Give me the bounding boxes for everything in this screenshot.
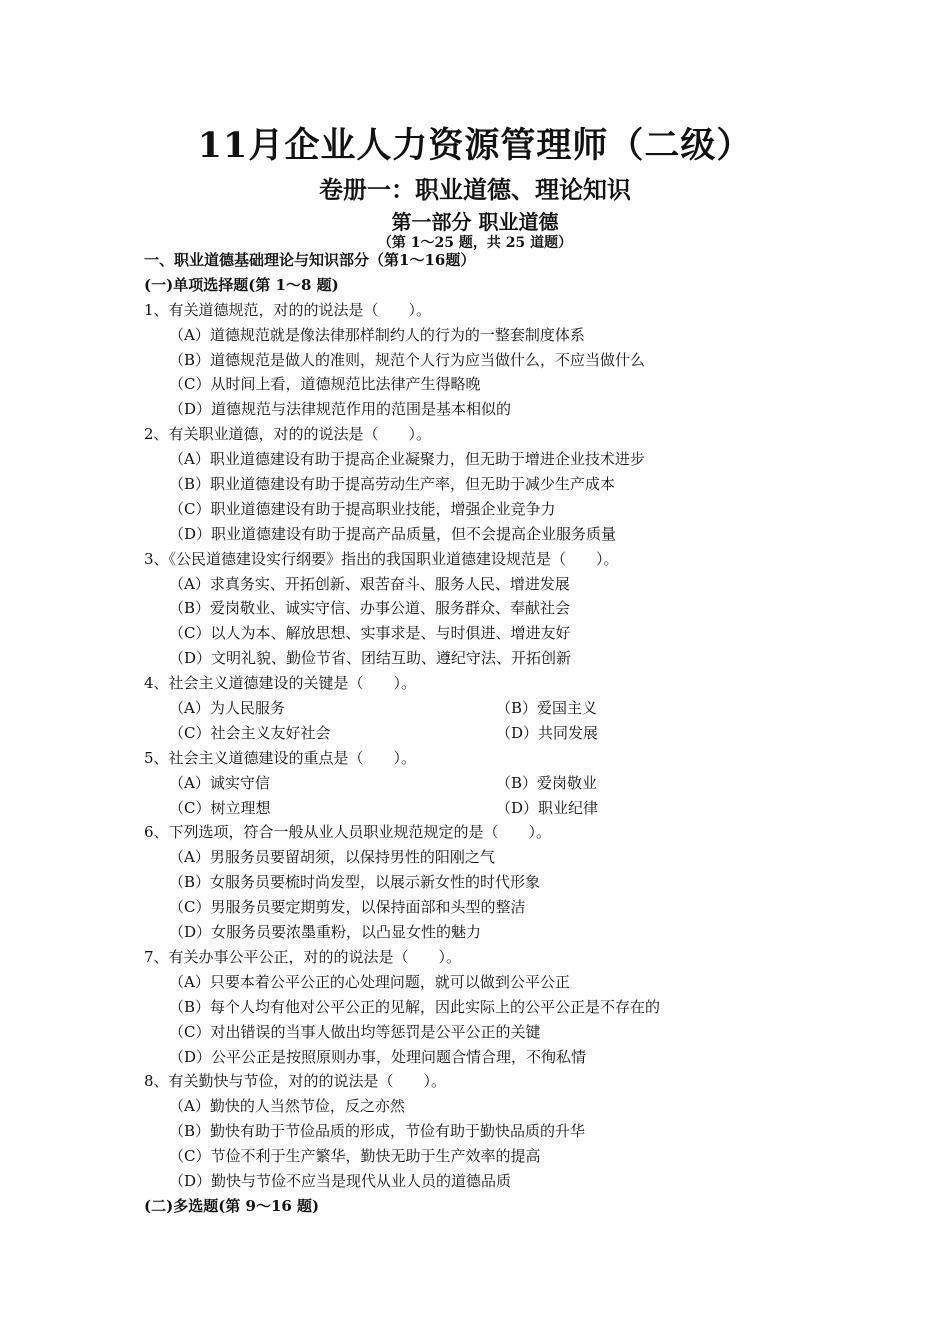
question-option: （D）女服务员要浓墨重粉，以凸显女性的魅力 (169, 923, 482, 942)
question-stem: 4、社会主义道德建设的关键是（ ）。 (144, 674, 417, 693)
question-option: （C）以人为本、解放思想、实事求是、与时俱进、增进友好 (169, 624, 571, 643)
question-option: （C）对出错误的当事人做出均等惩罚是公平公正的关键 (169, 1022, 541, 1041)
question-option: （A）男服务员要留胡须，以保持男性的阳刚之气 (169, 848, 495, 867)
question-option: （A）只要本着公平公正的心处理问题，就可以做到公平公正 (169, 972, 570, 991)
question-option: （A）求真务实、开拓创新、艰苦奋斗、服务人民、增进发展 (169, 574, 570, 593)
question-option: （B）爱岗敬业 (496, 773, 598, 792)
option-row (144, 771, 864, 796)
question-option: （C）树立理想 (169, 798, 271, 817)
question-option: （B）女服务员要梳时尚发型，以展示新女性的时代形象 (169, 873, 541, 892)
question-option: （D）共同发展 (496, 723, 599, 742)
question-option: （B）爱岗敬业、诚实守信、办事公道、服务群众、奉献社会 (169, 599, 571, 618)
question-option: （D）职业纪律 (496, 798, 599, 817)
question-option: （D）文明礼貌、勤俭节省、团结互助、遵纪守法、开拓创新 (169, 649, 572, 668)
document-subtitle: 卷册一：职业道德、理论知识 (319, 175, 631, 204)
question-stem: 2、有关职业道德，对的的说法是（ ）。 (144, 425, 432, 444)
question-stem: 3、《公民道德建设实行纲要》指出的我国职业道德建设规范是（ ）。 (144, 549, 619, 568)
question-option: （D）道德规范与法律规范作用的范围是基本相似的 (169, 400, 512, 419)
question-option: （A）为人民服务 (169, 699, 285, 718)
question-stem: 1、有关道德规范，对的的说法是（ ）。 (144, 300, 432, 319)
option-row (144, 721, 864, 746)
question-content (144, 248, 864, 1219)
question-option: （B）爱国主义 (496, 699, 598, 718)
question-option: （C）男服务员要定期剪发，以保持面部和头型的整洁 (169, 898, 526, 917)
multi-choice-heading: (二)多选题(第 9～16 题) (144, 1196, 320, 1215)
part-range: （第 1～25 题，共 25 道题） (377, 235, 573, 251)
single-choice-heading: (一)单项选择题(第 1～8 题) (144, 275, 339, 294)
question-option: （A）道德规范就是像法律那样制约人的行为的一整套制度体系 (169, 325, 585, 344)
question-option: （B）勤快有助于节俭品质的形成，节俭有助于勤快品质的升华 (169, 1122, 586, 1141)
question-option: （B）每个人均有他对公平公正的见解，因此实际上的公平公正是不存在的 (169, 997, 661, 1016)
question-option: （C）社会主义友好社会 (169, 723, 331, 742)
question-stem: 6、下列选项，符合一般从业人员职业规范规定的是（ ）。 (144, 823, 552, 842)
document-title: 11月企业人力资源管理师（二级） (197, 125, 753, 166)
question-option: （C）节俭不利于生产繁华，勤快无助于生产效率的提高 (169, 1147, 541, 1166)
question-option: （A）诚实守信 (169, 773, 270, 792)
question-stem: 5、社会主义道德建设的重点是（ ）。 (144, 748, 417, 767)
question-option: （A）勤快的人当然节俭，反之亦然 (169, 1097, 405, 1116)
question-option: （A）职业道德建设有助于提高企业凝聚力，但无助于增进企业技术进步 (169, 450, 645, 469)
question-option: （C）职业道德建设有助于提高职业技能，增强企业竞争力 (169, 499, 556, 518)
question-stem: 8、有关勤快与节俭，对的的说法是（ ）。 (144, 1072, 447, 1091)
question-option: （B）道德规范是做人的准则，规范个人行为应当做什么，不应当做什么 (169, 350, 646, 369)
part-title: 第一部分 职业道德 (391, 210, 559, 234)
section-heading: 一、职业道德基础理论与知识部分（第1～16题） (144, 251, 476, 269)
question-stem: 7、有关办事公平公正，对的的说法是（ ）。 (144, 947, 462, 966)
question-option: （C）从时间上看，道德规范比法律产生得略晚 (169, 375, 481, 394)
question-option: （D）勤快与节俭不应当是现代从业人员的道德品质 (169, 1171, 512, 1190)
question-option: （D）职业道德建设有助于提高产品质量，但不会提高企业服务质量 (169, 524, 617, 543)
option-row (144, 796, 864, 821)
question-option: （D）公平公正是按照原则办事，处理问题合情合理，不徇私情 (169, 1047, 587, 1066)
option-row (144, 696, 864, 721)
question-option: （B）职业道德建设有助于提高劳动生产率，但无助于减少生产成本 (169, 475, 616, 494)
